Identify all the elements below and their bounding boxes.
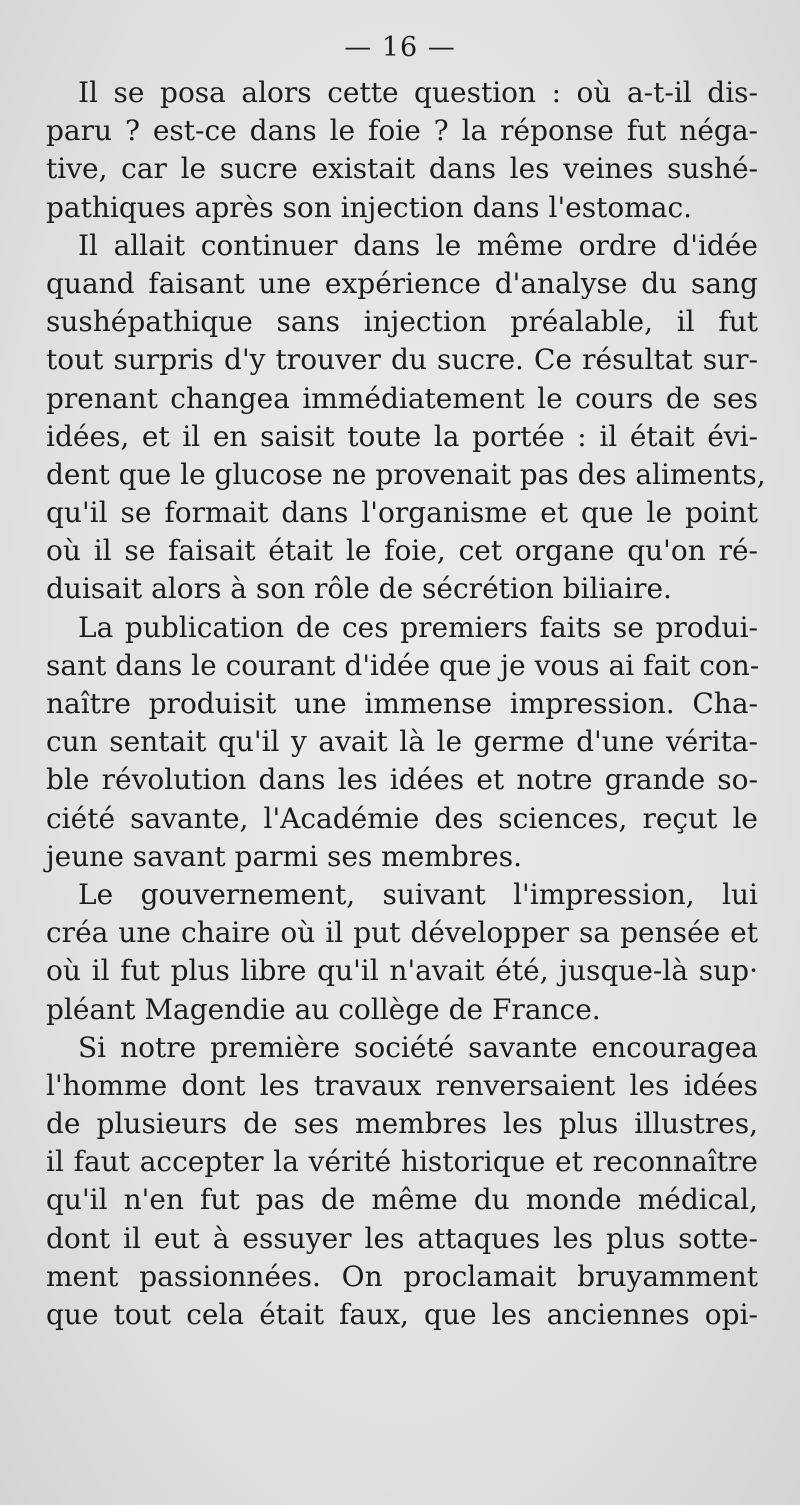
text-line: qu'il n'en fut pas de même du monde médical, [46,1183,758,1217]
paragraph [46,876,758,1029]
text-line: jeune savant parmi ses membres. [46,839,522,873]
text-line: sushépathique sans injection préalable, il fut [46,305,758,339]
text-line: pléant Magendie au collège de France. [46,992,601,1026]
text-line: naître produisit une immense impression. Cha- [46,687,758,720]
text-line: il faut accepter la vérité historique et reconnaître [46,1145,758,1179]
text-line: quand faisant une expérience d'analyse du sang [46,266,758,300]
text-line: Il allait continuer dans le même ordre d'idée [78,228,758,262]
text-line: La publication de ces premiers faits se produi- [78,610,758,644]
text-body [46,74,766,1334]
text-line: où il se faisait était le foie, cet organe qu'on ré- [46,534,758,568]
text-line: ment passionnées. On proclamait bruyamment [46,1259,758,1293]
text-line: ble révolution dans les idées et notre grande so- [46,763,758,797]
text-line: créa une chaire où il put développer sa pensée et [46,916,758,950]
text-line: où il fut plus libre qu'il n'avait été, jusque-là sup· [46,954,758,988]
text-line: Il se posa alors cette question : où a-t-il dis- [78,76,758,109]
text-line: duisait alors à son rôle de sécrétion biliaire. [46,572,672,606]
text-line: idées, et il en saisit toute la portée : il était évi- [46,419,758,453]
text-line: dont il eut à essuyer les attaques les plus sotte- [46,1221,758,1255]
text-line: sant dans le courant d'idée que je vous ai fait con- [46,648,760,682]
text-line: l'homme dont les travaux renversaient les idées [46,1068,758,1102]
text-line: dent que le glucose ne provenait pas des aliments, [46,457,766,491]
text-line: ciété savante, l'Académie des sciences, reçut le [46,801,758,835]
page-number: — 16 — [344,32,456,63]
paragraph [46,609,758,876]
text-line: pathiques après son injection dans l'estomac. [46,190,693,224]
text-line: prenant changea immédiatement le cours de ses [46,381,758,415]
text-line: Le gouvernement, suivant l'impression, lui [78,877,758,911]
text-line: paru ? est-ce dans le foie ? la réponse fut néga- [46,114,758,148]
text-line: tive, car le sucre existait dans les veines sushé- [46,152,758,186]
paragraph [46,74,758,227]
paragraph [46,1029,758,1335]
text-line: tout surpris d'y trouver du sucre. Ce résultat sur- [46,343,758,377]
text-line: de plusieurs de ses membres les plus illustres, [46,1107,758,1141]
text-line: Si notre première société savante encouragea [78,1030,758,1064]
text-line: que tout cela était faux, que les anciennes opi- [46,1298,758,1331]
text-line: cun sentait qu'il y avait là le germe d'une vérita- [46,725,758,759]
paragraph [46,227,766,609]
text-line: qu'il se formait dans l'organisme et que le point [46,496,758,530]
